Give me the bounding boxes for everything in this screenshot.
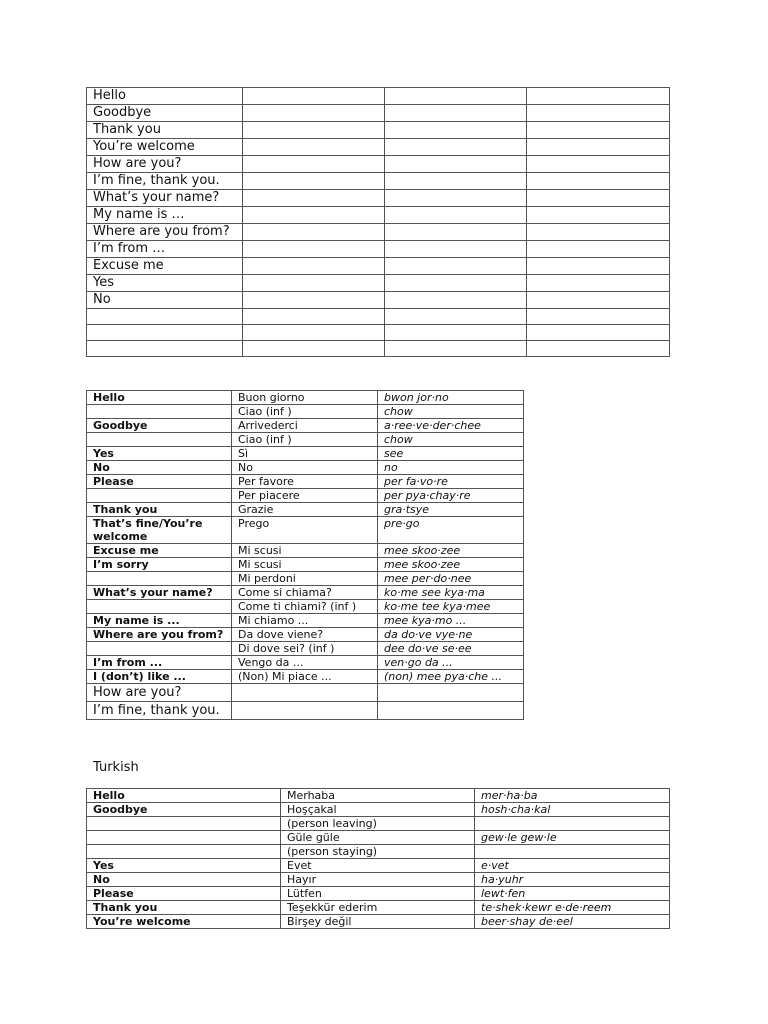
translation-cell: Merhaba xyxy=(281,789,475,803)
phrase-cell: I’m from ... xyxy=(87,656,232,670)
blank-cell xyxy=(385,105,527,122)
pronunciation-cell xyxy=(475,845,670,859)
blank-cell xyxy=(527,309,670,325)
phrase-cell: My name is ... xyxy=(87,614,232,628)
translation-cell: Arrivederci xyxy=(232,419,378,433)
phrase-cell: You’re welcome xyxy=(87,915,281,929)
phrase-cell xyxy=(87,845,281,859)
blank-cell xyxy=(527,224,670,241)
table-row xyxy=(87,670,524,684)
translation-cell: Per piacere xyxy=(232,489,378,503)
blank-cell xyxy=(527,190,670,207)
blank-cell xyxy=(385,139,527,156)
phrase-cell xyxy=(87,831,281,845)
table-row xyxy=(87,341,670,357)
translation-cell: No xyxy=(232,461,378,475)
blank-cell xyxy=(243,139,385,156)
pronunciation-cell: bwon jor·no xyxy=(378,391,524,405)
table-row xyxy=(87,656,524,670)
table-row xyxy=(87,628,524,642)
table-row xyxy=(87,405,524,419)
blank-cell xyxy=(243,275,385,292)
table-row xyxy=(87,88,670,105)
table-row xyxy=(87,803,670,817)
phrase-cell: What’s your name? xyxy=(87,190,243,207)
blank-cell xyxy=(527,122,670,139)
blank-cell xyxy=(243,190,385,207)
phrase-cell: You’re welcome xyxy=(87,139,243,156)
pronunciation-cell: da do·ve vye·ne xyxy=(378,628,524,642)
blank-cell xyxy=(243,207,385,224)
table-row xyxy=(87,702,524,720)
blank-cell xyxy=(232,684,378,702)
translation-cell: Mi perdoni xyxy=(232,572,378,586)
table-row xyxy=(87,139,670,156)
translation-cell: Per favore xyxy=(232,475,378,489)
table-row xyxy=(87,915,670,929)
italian-phrases-table xyxy=(86,390,524,720)
pronunciation-cell: ko·me see kya·ma xyxy=(378,586,524,600)
pronunciation-cell xyxy=(475,817,670,831)
phrase-cell: My name is … xyxy=(87,207,243,224)
table-row xyxy=(87,831,670,845)
blank-cell xyxy=(527,325,670,341)
phrases-table xyxy=(86,87,670,357)
blank-cell xyxy=(243,88,385,105)
phrase-cell xyxy=(87,817,281,831)
blank-cell xyxy=(385,292,527,309)
table-row xyxy=(87,325,670,341)
turkish-heading: Turkish xyxy=(93,760,139,775)
table-row xyxy=(87,190,670,207)
translation-cell: Hayır xyxy=(281,873,475,887)
table-row xyxy=(87,517,524,544)
translation-cell: Grazie xyxy=(232,503,378,517)
blank-cell xyxy=(385,309,527,325)
table-row xyxy=(87,859,670,873)
table-row xyxy=(87,241,670,258)
phrase-cell: I’m from … xyxy=(87,241,243,258)
table-row xyxy=(87,207,670,224)
phrase-cell: Thank you xyxy=(87,901,281,915)
table-row xyxy=(87,614,524,628)
pronunciation-cell: e·vet xyxy=(475,859,670,873)
table-row xyxy=(87,642,524,656)
blank-cell xyxy=(243,292,385,309)
pronunciation-cell: te·shek·kewr e·de·reem xyxy=(475,901,670,915)
pronunciation-cell: pre·go xyxy=(378,517,524,544)
table-row xyxy=(87,475,524,489)
blank-cell xyxy=(243,173,385,190)
translation-cell: Evet xyxy=(281,859,475,873)
table-row xyxy=(87,572,524,586)
table-row xyxy=(87,447,524,461)
phrase-cell: No xyxy=(87,461,232,475)
blank-cell xyxy=(527,341,670,357)
phrase-cell: Hello xyxy=(87,88,243,105)
phrase-cell: That’s fine/You’re welcome xyxy=(87,517,232,544)
phrase-cell xyxy=(87,433,232,447)
blank-cell xyxy=(243,325,385,341)
pronunciation-cell: mee skoo·zee xyxy=(378,544,524,558)
pronunciation-cell: chow xyxy=(378,405,524,419)
blank-cell xyxy=(243,258,385,275)
table-row xyxy=(87,433,524,447)
phrase-cell: How are you? xyxy=(87,684,232,702)
blank-cell xyxy=(378,702,524,720)
table-row xyxy=(87,391,524,405)
translation-cell: Da dove viene? xyxy=(232,628,378,642)
table-row xyxy=(87,873,670,887)
pronunciation-cell: per pya·chay·re xyxy=(378,489,524,503)
table-row xyxy=(87,789,670,803)
translation-cell: (Non) Mi piace ... xyxy=(232,670,378,684)
translation-cell: Sì xyxy=(232,447,378,461)
blank-cell xyxy=(385,88,527,105)
translation-cell: Vengo da ... xyxy=(232,656,378,670)
table-row xyxy=(87,684,524,702)
phrase-cell: Goodbye xyxy=(87,105,243,122)
blank-cell xyxy=(385,275,527,292)
table-row xyxy=(87,419,524,433)
table-row xyxy=(87,901,670,915)
phrase-cell: Goodbye xyxy=(87,419,232,433)
translation-cell: Hoşçakal xyxy=(281,803,475,817)
translation-cell: Mi chiamo ... xyxy=(232,614,378,628)
pronunciation-cell: beer·shay de·eel xyxy=(475,915,670,929)
pronunciation-cell: per fa·vo·re xyxy=(378,475,524,489)
blank-cell xyxy=(527,88,670,105)
translation-cell: (person leaving) xyxy=(281,817,475,831)
pronunciation-cell: mee skoo·zee xyxy=(378,558,524,572)
phrase-cell: What’s your name? xyxy=(87,586,232,600)
table-row xyxy=(87,887,670,901)
pronunciation-cell: mee kya·mo ... xyxy=(378,614,524,628)
phrase-cell: Goodbye xyxy=(87,803,281,817)
table-row xyxy=(87,586,524,600)
pronunciation-cell: mee per·do·nee xyxy=(378,572,524,586)
phrase-cell: No xyxy=(87,873,281,887)
pronunciation-cell: dee do·ve se·ee xyxy=(378,642,524,656)
pronunciation-cell: mer·ha·ba xyxy=(475,789,670,803)
phrase-cell: Yes xyxy=(87,275,243,292)
translation-cell: (person staying) xyxy=(281,845,475,859)
phrase-cell: Yes xyxy=(87,859,281,873)
table-row xyxy=(87,845,670,859)
phrase-cell: I (don’t) like ... xyxy=(87,670,232,684)
pronunciation-cell: hosh·cha·kal xyxy=(475,803,670,817)
blank-cell xyxy=(385,241,527,258)
blank-cell xyxy=(385,224,527,241)
table-row xyxy=(87,224,670,241)
table-row xyxy=(87,309,670,325)
pronunciation-cell: ha·yuhr xyxy=(475,873,670,887)
blank-cell xyxy=(385,190,527,207)
blank-cell xyxy=(378,684,524,702)
translation-cell: Ciao (inf ) xyxy=(232,405,378,419)
table-row xyxy=(87,105,670,122)
blank-cell xyxy=(527,207,670,224)
blank-cell xyxy=(243,341,385,357)
pronunciation-cell: gra·tsye xyxy=(378,503,524,517)
table-row xyxy=(87,292,670,309)
blank-cell xyxy=(385,258,527,275)
blank-cell xyxy=(527,258,670,275)
phrase-cell: Thank you xyxy=(87,122,243,139)
phrase-cell xyxy=(87,489,232,503)
translation-cell: Lütfen xyxy=(281,887,475,901)
blank-cell xyxy=(385,173,527,190)
phrase-cell: Excuse me xyxy=(87,544,232,558)
blank-cell xyxy=(527,275,670,292)
phrase-cell: I’m sorry xyxy=(87,558,232,572)
pronunciation-cell: lewt·fen xyxy=(475,887,670,901)
table-row xyxy=(87,600,524,614)
blank-cell xyxy=(243,156,385,173)
phrase-cell: How are you? xyxy=(87,156,243,173)
phrase-cell xyxy=(87,405,232,419)
translation-cell: Prego xyxy=(232,517,378,544)
table-row xyxy=(87,558,524,572)
pronunciation-cell: a·ree·ve·der·chee xyxy=(378,419,524,433)
blank-cell xyxy=(243,224,385,241)
translation-cell: Mi scusi xyxy=(232,544,378,558)
translation-cell: Come ti chiami? (inf ) xyxy=(232,600,378,614)
pronunciation-cell: gew·le gew·le xyxy=(475,831,670,845)
phrase-cell: Thank you xyxy=(87,503,232,517)
phrase-cell xyxy=(87,309,243,325)
turkish-phrases-table xyxy=(86,788,670,929)
blank-cell xyxy=(385,122,527,139)
phrase-cell xyxy=(87,325,243,341)
phrase-cell: Excuse me xyxy=(87,258,243,275)
phrase-cell: Hello xyxy=(87,789,281,803)
table-row xyxy=(87,275,670,292)
phrase-cell: I’m fine, thank you. xyxy=(87,702,232,720)
blank-cell xyxy=(527,139,670,156)
translation-cell: Birşey değil xyxy=(281,915,475,929)
translation-cell: Come si chiama? xyxy=(232,586,378,600)
table-row xyxy=(87,258,670,275)
table-row xyxy=(87,156,670,173)
blank-cell xyxy=(527,241,670,258)
blank-cell xyxy=(232,702,378,720)
blank-cell xyxy=(385,156,527,173)
table-row xyxy=(87,489,524,503)
blank-cell xyxy=(527,156,670,173)
blank-cell xyxy=(243,241,385,258)
pronunciation-cell: ko·me tee kya·mee xyxy=(378,600,524,614)
table-row xyxy=(87,122,670,139)
blank-cell xyxy=(527,292,670,309)
phrase-cell: No xyxy=(87,292,243,309)
blank-cell xyxy=(385,325,527,341)
blank-cell xyxy=(527,173,670,190)
phrase-cell: Please xyxy=(87,887,281,901)
pronunciation-cell: ven·go da ... xyxy=(378,656,524,670)
phrase-cell xyxy=(87,341,243,357)
pronunciation-cell: no xyxy=(378,461,524,475)
translation-cell: Buon giorno xyxy=(232,391,378,405)
phrase-cell: Yes xyxy=(87,447,232,461)
blank-cell xyxy=(243,105,385,122)
pronunciation-cell: chow xyxy=(378,433,524,447)
blank-cell xyxy=(385,207,527,224)
blank-cell xyxy=(243,122,385,139)
translation-cell: Ciao (inf ) xyxy=(232,433,378,447)
pronunciation-cell: see xyxy=(378,447,524,461)
table-row xyxy=(87,544,524,558)
table-row xyxy=(87,461,524,475)
phrase-cell: I’m fine, thank you. xyxy=(87,173,243,190)
phrase-cell: Where are you from? xyxy=(87,224,243,241)
table-row xyxy=(87,817,670,831)
phrase-cell: Please xyxy=(87,475,232,489)
phrase-cell xyxy=(87,600,232,614)
pronunciation-cell: (non) mee pya·che ... xyxy=(378,670,524,684)
blank-cell xyxy=(527,105,670,122)
phrase-cell xyxy=(87,642,232,656)
translation-cell: Güle güle xyxy=(281,831,475,845)
blank-cell xyxy=(385,341,527,357)
blank-cell xyxy=(243,309,385,325)
phrase-cell: Hello xyxy=(87,391,232,405)
table-row xyxy=(87,173,670,190)
table-row xyxy=(87,503,524,517)
translation-cell: Di dove sei? (inf ) xyxy=(232,642,378,656)
translation-cell: Mi scusi xyxy=(232,558,378,572)
translation-cell: Teşekkür ederim xyxy=(281,901,475,915)
phrase-cell: Where are you from? xyxy=(87,628,232,642)
phrase-cell xyxy=(87,572,232,586)
